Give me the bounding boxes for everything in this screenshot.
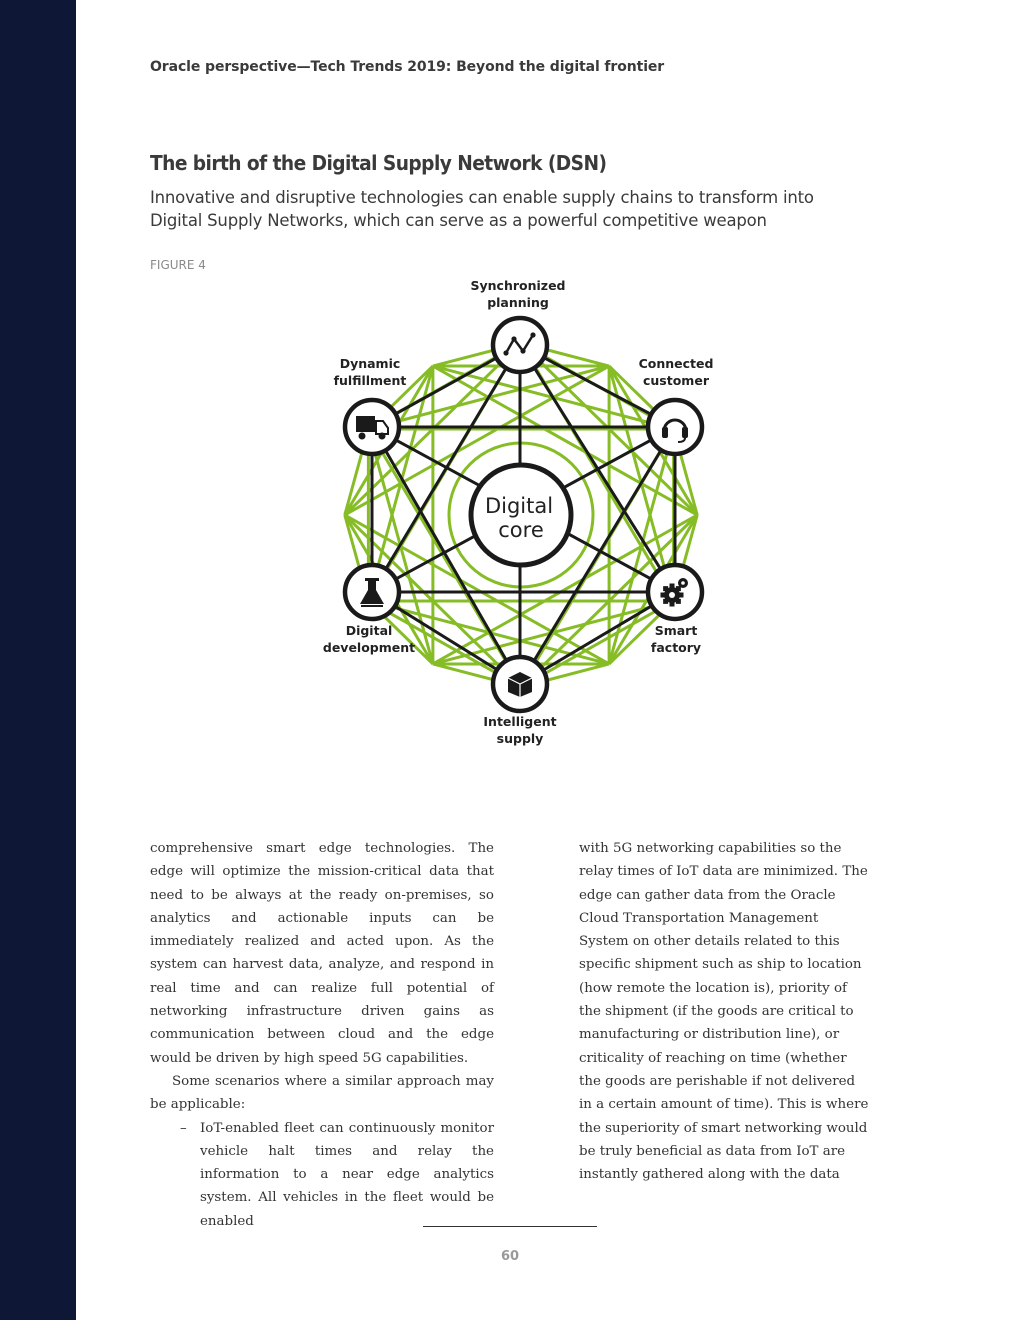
dsn-network-svg [300, 270, 740, 760]
node [493, 657, 547, 711]
node-label-smart-factory [611, 622, 741, 656]
node-label-line: factory [650, 640, 702, 655]
bullet-text: IoT-enabled fleet can continuously monitor vehicle halt times and relay the information to a near edge analytics system. All vehicles in the fleet would be enabled [200, 1120, 494, 1229]
left-column [150, 837, 494, 1233]
node-label-line: Synchronized [470, 278, 566, 293]
icon-path [679, 593, 684, 598]
icon-dot [503, 350, 508, 355]
icon-path [669, 592, 675, 598]
node-label-connected-customer [611, 355, 741, 389]
dsn-diagram [300, 270, 740, 760]
running-head: Oracle perspective—Tech Trends 2019: Beyond the digital frontier [150, 59, 665, 75]
node-label-line: Connected [638, 356, 714, 371]
section-subtitle: Innovative and disruptive technologies can enable supply chains to transform into Digital Supply Networks, which can serve as a powerful competitive weapon [150, 188, 814, 230]
icon-path [670, 584, 675, 589]
figure-label: FIGURE 4 [150, 258, 206, 272]
node-label-line: supply [496, 731, 544, 746]
digital-core-label-2: core [498, 518, 544, 542]
right-column [579, 837, 869, 1186]
left-paragraph-2: Some scenarios where a similar approach may be applicable: [150, 1073, 494, 1113]
sidebar-band [0, 0, 76, 1320]
icon-path [676, 599, 681, 604]
bullet-dash: – [180, 1120, 187, 1136]
node [345, 565, 399, 619]
page-number: 60 [500, 1249, 520, 1264]
icon-path [670, 602, 675, 607]
node [345, 400, 399, 454]
icon-path [662, 427, 668, 438]
node-label-synchronized-planning [453, 277, 583, 311]
icon-path [361, 605, 383, 607]
node [648, 565, 702, 619]
node-label-line: planning [487, 295, 549, 310]
node-label-digital-development [304, 622, 434, 656]
icon-path [365, 578, 379, 581]
node-label-intelligent-supply [455, 713, 585, 747]
icon-path [663, 586, 668, 591]
node [648, 400, 702, 454]
left-paragraph-1: comprehensive smart edge technologies. The edge will optimize the mission-critical data that need to be always at the ready on-premises, so analytics and actionable inputs can be immediately realized and acted upon. As the system can harvest data, analyze, and respond in real time and can realize full potential of networking infrastructure driven gains as communication between cloud and the edge would be driven by high speed 5G capabilities. [150, 841, 494, 1066]
node-label-line: Dynamic [339, 356, 401, 371]
digital-core [471, 465, 571, 565]
icon-path [681, 581, 685, 585]
section-title: The birth of the Digital Supply Network (DSN) [150, 151, 607, 175]
icon-dot [511, 336, 516, 341]
icon-path [661, 593, 666, 598]
icon-path [682, 427, 688, 438]
node-label-line: Smart [654, 623, 698, 638]
icon-path [379, 433, 386, 440]
node-circle [648, 400, 702, 454]
node-label-line: Intelligent [483, 714, 557, 729]
node [493, 318, 547, 372]
node-label-line: development [322, 640, 416, 655]
icon-path [359, 433, 366, 440]
node-label-line: customer [643, 373, 709, 388]
icon-dot [530, 332, 535, 337]
footer-rule [423, 1226, 597, 1227]
bullet-item [150, 1117, 494, 1233]
icon-dot [520, 348, 525, 353]
right-paragraph-1: with 5G networking capabilities so the relay times of IoT data are minimized. The edge can gather data from the Oracle Cloud Transportation Management System on other details related to this specific shipment such as ship to location (how remote the location is), priority of the shipment (if the goods are critical to manufacturing or distribution line), or criticality of reaching on time (whether the goods are perishable if not delivered in a certain amount of time). This is where the superiority of smart networking would be truly beneficial as data from IoT are instantly gathered along with the data [579, 841, 869, 1183]
digital-core-label-1: Digital [484, 494, 554, 518]
node-label-line: Digital [345, 623, 393, 638]
icon-path [663, 599, 668, 604]
node-label-line: fulfillment [333, 373, 407, 388]
node-label-dynamic-fulfillment [305, 355, 435, 389]
icon-path [356, 416, 375, 432]
